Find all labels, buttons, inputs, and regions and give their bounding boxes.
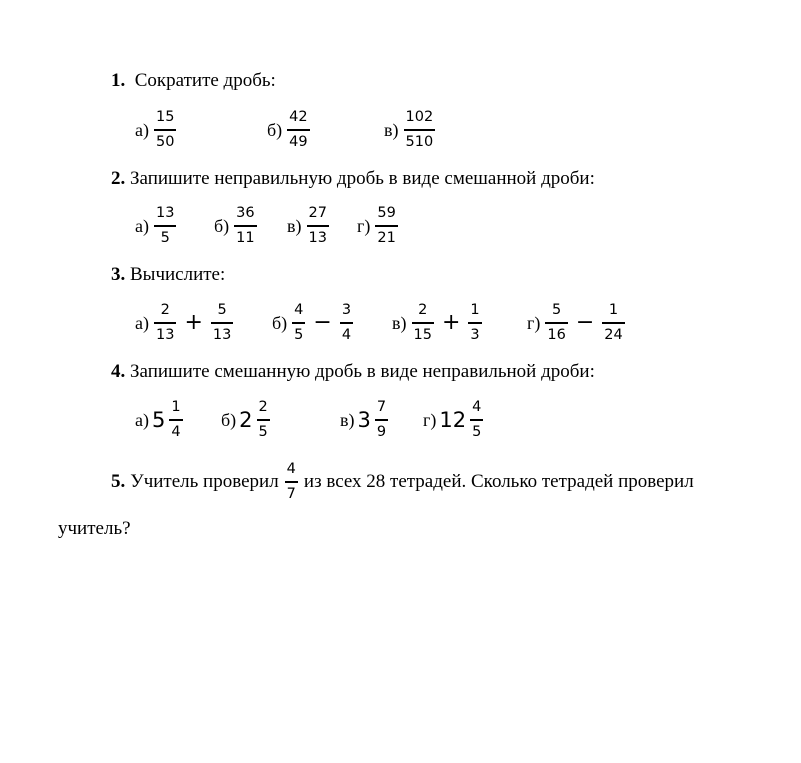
denominator: 16 <box>547 326 566 343</box>
task-3-text: Вычислите: <box>130 264 226 285</box>
task-3-title <box>111 264 225 286</box>
task-2-item-b <box>214 196 259 256</box>
task-3-item-c <box>392 293 484 353</box>
numerator: 7 <box>376 399 387 416</box>
numerator: 13 <box>155 205 175 222</box>
denominator: 5 <box>160 229 170 246</box>
denominator: 24 <box>604 326 623 343</box>
item-label: в) <box>384 119 399 140</box>
task-4-text: Запишите смешанную дробь в виде неправильной дроби: <box>130 361 595 382</box>
task-3-items <box>0 293 801 353</box>
task-2-item-d <box>357 196 400 256</box>
numerator: 15 <box>155 109 175 126</box>
denominator: 49 <box>289 133 308 150</box>
task-1-text: Сократите дробь: <box>134 70 276 91</box>
numerator: 2 <box>160 302 170 319</box>
item-label: а) <box>135 119 149 140</box>
item-label: г) <box>423 409 437 430</box>
numerator: 5 <box>217 302 227 319</box>
denominator: 4 <box>341 326 352 343</box>
item-label: г) <box>527 312 541 333</box>
task-5-text-after: из всех 28 тетрадей. Сколько тетрадей проверил <box>303 471 694 492</box>
task-4-title <box>111 361 595 383</box>
item-label: в) <box>392 312 407 333</box>
task-5-text-before: Учитель проверил <box>130 471 279 492</box>
task-2-title <box>111 168 595 190</box>
denominator: 21 <box>377 229 396 246</box>
numerator: 4 <box>294 302 304 319</box>
fraction <box>285 461 298 502</box>
task-2-text: Запишите неправильную дробь в виде смешанной дроби: <box>130 168 595 189</box>
fraction <box>412 302 434 343</box>
numerator: 27 <box>308 205 327 222</box>
denominator: 7 <box>286 485 296 502</box>
numerator: 2 <box>418 302 428 319</box>
task-3-item-d <box>527 293 627 353</box>
denominator: 13 <box>155 326 175 343</box>
task-3-number: 3. <box>111 264 126 285</box>
denominator: 5 <box>258 423 268 440</box>
whole-part: 12 <box>439 408 467 432</box>
task-2-items <box>0 196 801 256</box>
numerator: 59 <box>377 205 396 222</box>
numerator: 1 <box>171 399 181 416</box>
fraction <box>211 302 233 343</box>
fraction <box>154 302 176 343</box>
numerator: 2 <box>258 399 268 416</box>
denominator: 5 <box>294 326 304 343</box>
task-1-item-c <box>384 100 437 160</box>
whole-part: 3 <box>357 408 371 432</box>
denominator: 510 <box>405 133 434 150</box>
fraction <box>404 109 436 150</box>
item-label: б) <box>214 215 230 236</box>
numerator: 4 <box>472 399 482 416</box>
fraction <box>375 399 388 440</box>
task-1-title <box>111 70 276 92</box>
fraction <box>154 109 176 150</box>
task-4-number: 4. <box>111 361 126 382</box>
task-1-item-b <box>267 100 312 160</box>
denominator: 9 <box>376 423 387 440</box>
numerator: 5 <box>552 302 562 319</box>
operator: + <box>184 310 203 335</box>
fraction <box>292 302 305 343</box>
item-label: а) <box>135 312 149 333</box>
item-label: б) <box>221 409 237 430</box>
fraction <box>257 399 270 440</box>
denominator: 13 <box>308 229 327 246</box>
fraction <box>470 399 483 440</box>
task-5-number: 5. <box>111 471 126 492</box>
numerator: 4 <box>286 461 296 478</box>
task-5-line <box>0 452 801 512</box>
numerator: 1 <box>608 302 619 319</box>
whole-part: 2 <box>239 408 253 432</box>
denominator: 4 <box>171 423 181 440</box>
operator: + <box>441 310 461 335</box>
task-3-item-b <box>272 293 355 353</box>
fraction <box>545 302 567 343</box>
denominator: 13 <box>212 326 232 343</box>
fraction <box>602 302 624 343</box>
task-2-item-a <box>135 196 178 256</box>
task-1-item-a <box>135 100 178 160</box>
task-1-items <box>0 100 801 160</box>
whole-part: 5 <box>151 408 166 432</box>
item-label: г) <box>357 215 371 236</box>
task-4-item-b <box>221 390 272 450</box>
item-label: а) <box>135 409 149 430</box>
fraction <box>234 205 256 246</box>
item-label: б) <box>267 119 283 140</box>
item-label: в) <box>340 409 355 430</box>
task-2-item-c <box>287 196 331 256</box>
numerator: 36 <box>236 205 255 222</box>
task-4-items <box>0 390 801 450</box>
fraction <box>340 302 353 343</box>
fraction <box>287 109 309 150</box>
denominator: 11 <box>236 229 255 246</box>
denominator: 3 <box>470 326 480 343</box>
operator: − <box>575 310 595 335</box>
item-label: а) <box>135 215 149 236</box>
fraction <box>154 205 176 246</box>
fraction <box>468 302 481 343</box>
numerator: 3 <box>341 302 352 319</box>
denominator: 15 <box>413 326 432 343</box>
task-5-sentence <box>111 452 697 512</box>
fraction <box>375 205 397 246</box>
numerator: 102 <box>405 109 434 126</box>
task-4-item-a <box>135 390 185 450</box>
item-label: б) <box>272 312 288 333</box>
task-2-number: 2. <box>111 168 126 189</box>
task-3-item-a <box>135 293 235 353</box>
denominator: 50 <box>155 133 175 150</box>
task-4-item-c <box>340 390 390 450</box>
fraction <box>169 399 182 440</box>
numerator: 1 <box>470 302 480 319</box>
denominator: 5 <box>472 423 482 440</box>
operator: − <box>313 310 332 335</box>
task-1-number: 1. <box>111 70 126 91</box>
task-5-text-continued: учитель? <box>58 518 131 539</box>
item-label: в) <box>287 215 302 236</box>
task-4-item-d <box>423 390 485 450</box>
numerator: 42 <box>289 109 308 126</box>
fraction <box>307 205 329 246</box>
